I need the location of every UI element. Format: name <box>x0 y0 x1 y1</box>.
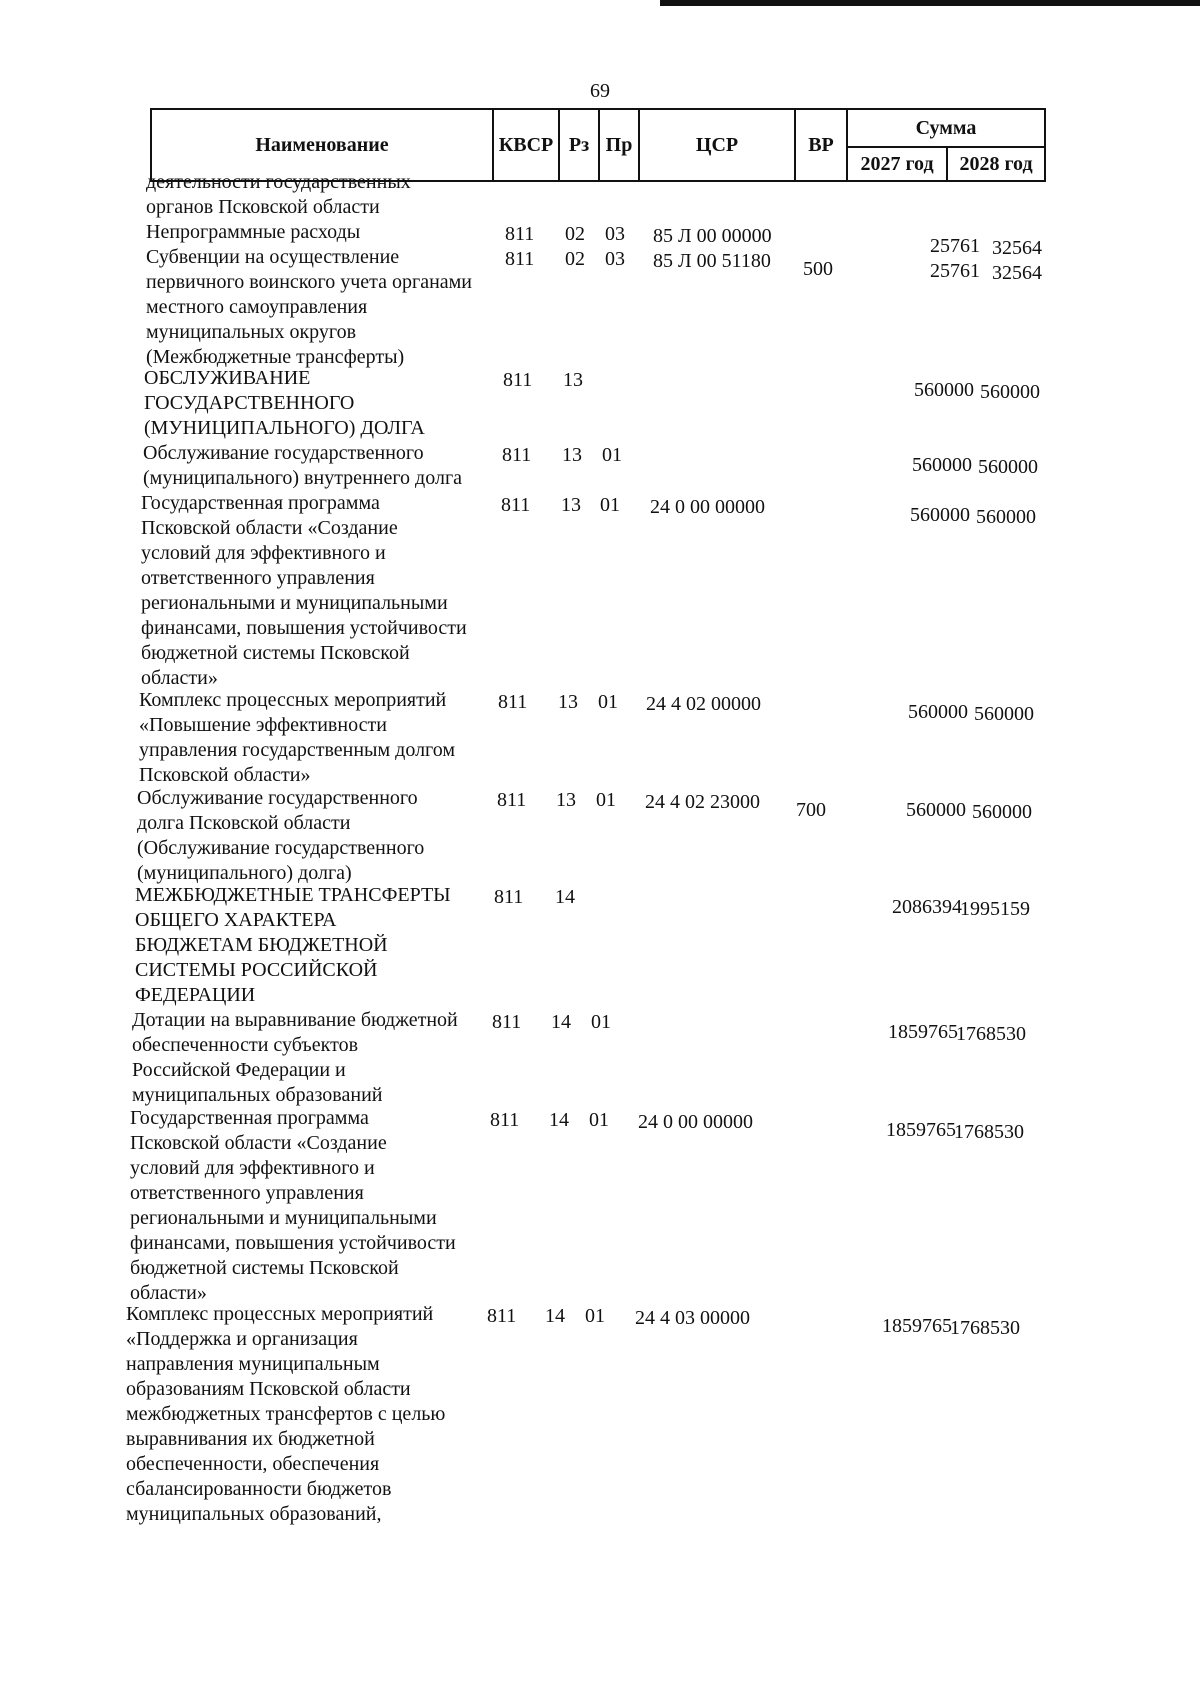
row-sum-2027: 1859765 <box>882 1315 952 1337</box>
row-name-line: ОБСЛУЖИВАНИЕ <box>144 367 311 389</box>
row-rz: 02 <box>565 248 585 270</box>
row-name-line: муниципальных округов <box>146 321 357 343</box>
row-name <box>146 170 496 220</box>
row-name-line: первичного воинского учета органами <box>146 271 473 293</box>
row-name <box>141 491 491 691</box>
row-name <box>143 441 493 491</box>
row-name-line: (МУНИЦИПАЛЬНОГО) ДОЛГА <box>144 417 425 439</box>
row-name-line: Субвенции на осуществление <box>146 246 400 268</box>
row-sum-2028: 560000 <box>978 456 1038 478</box>
row-name-line: муниципальных образований, <box>126 1503 382 1525</box>
row-kvsr: 811 <box>490 1109 520 1131</box>
header-year-2027: 2027 год <box>860 152 934 175</box>
row-rz: 14 <box>551 1011 571 1033</box>
row-name-line: Государственная программа <box>141 492 380 514</box>
row-name-line: финансами, повышения устойчивости <box>130 1232 456 1254</box>
row-name <box>135 883 485 1008</box>
row-sum-2028: 560000 <box>976 506 1036 528</box>
row-rz: 14 <box>555 886 575 908</box>
row-kvsr: 811 <box>502 444 532 466</box>
row-name-line: обеспеченности, обеспечения <box>126 1453 380 1475</box>
row-sum-2027: 560000 <box>912 454 972 476</box>
row-name-line: области» <box>141 667 218 689</box>
row-sum-2027: 2086394 <box>892 896 962 918</box>
row-csr: 24 4 02 00000 <box>646 693 761 715</box>
row-name-line: органов Псковской области <box>146 196 380 218</box>
row-name-line: выравнивания их бюджетной <box>126 1428 375 1450</box>
row-sum-2027: 1859765 <box>888 1021 958 1043</box>
header-name: Наименование <box>255 133 389 156</box>
row-name-line: Псковской области» <box>139 764 311 786</box>
row-kvsr: 811 <box>498 691 528 713</box>
row-kvsr: 811 <box>505 223 535 245</box>
row-name-line: образованиям Псковской области <box>126 1378 411 1400</box>
row-name-line: (муниципального) долга) <box>137 862 352 884</box>
row-pr: 01 <box>602 444 622 466</box>
row-name-line: Комплекс процессных мероприятий <box>126 1303 434 1325</box>
row-sum-2028: 1768530 <box>956 1023 1026 1045</box>
row-name-line: ответственного управления <box>130 1182 364 1204</box>
row-sum-2028: 560000 <box>980 381 1040 403</box>
row-name-line: Обслуживание государственного <box>143 442 424 464</box>
row-kvsr: 811 <box>492 1011 522 1033</box>
row-sum-2028: 32564 <box>992 262 1042 284</box>
row-pr: 01 <box>600 494 620 516</box>
row-name-line: условий для эффективного и <box>130 1157 375 1179</box>
row-rz: 14 <box>545 1305 565 1327</box>
row-pr: 03 <box>605 223 625 245</box>
row-name-line: Псковской области «Создание <box>141 517 398 539</box>
row-name-line: межбюджетных трансфертов с целью <box>126 1403 446 1425</box>
row-name-line: Обслуживание государственного <box>137 787 418 809</box>
row-sum-2027: 1859765 <box>886 1119 956 1141</box>
row-name <box>139 688 489 788</box>
row-name-line: долга Псковской области <box>137 812 351 834</box>
row-sum-2028: 32564 <box>992 237 1042 259</box>
row-pr: 01 <box>598 691 618 713</box>
header-year-2028: 2028 год <box>959 152 1033 175</box>
row-name-line: муниципальных образований <box>132 1084 383 1106</box>
row-name-line: бюджетной системы Псковской <box>130 1257 399 1279</box>
header-kvsr: КВСР <box>498 133 554 156</box>
row-sum-2028: 1768530 <box>954 1121 1024 1143</box>
row-rz: 02 <box>565 223 585 245</box>
row-vr: 700 <box>796 799 826 821</box>
row-pr: 03 <box>605 248 625 270</box>
row-kvsr: 811 <box>505 248 535 270</box>
row-name-line: Дотации на выравнивание бюджетной <box>132 1009 458 1031</box>
row-sum-2027: 560000 <box>914 379 974 401</box>
row-name-line: МЕЖБЮДЖЕТНЫЕ ТРАНСФЕРТЫ <box>135 884 451 906</box>
row-name <box>126 1302 476 1527</box>
row-name-line: обеспеченности субъектов <box>132 1034 359 1056</box>
row-name-line: финансами, повышения устойчивости <box>141 617 467 639</box>
row-name <box>144 366 494 441</box>
row-rz: 14 <box>549 1109 569 1131</box>
row-rz: 13 <box>562 444 582 466</box>
row-name-line: (Обслуживание государственного <box>137 837 425 859</box>
row-kvsr: 811 <box>487 1305 517 1327</box>
row-name-line: (муниципального) внутреннего долга <box>143 467 463 489</box>
row-pr: 01 <box>596 789 616 811</box>
row-name <box>130 1106 480 1306</box>
row-name-line: Псковской области «Создание <box>130 1132 387 1154</box>
row-name-line: региональными и муниципальными <box>141 592 448 614</box>
row-csr: 24 0 00 00000 <box>638 1111 753 1133</box>
row-vr: 500 <box>803 258 833 280</box>
row-name-line: БЮДЖЕТАМ БЮДЖЕТНОЙ <box>135 934 388 956</box>
row-rz: 13 <box>558 691 578 713</box>
row-pr: 01 <box>589 1109 609 1131</box>
row-name-line: «Поддержка и организация <box>126 1328 358 1350</box>
header-vr: ВР <box>808 133 834 156</box>
row-name <box>146 220 496 245</box>
row-name-line: региональными и муниципальными <box>130 1207 437 1229</box>
row-rz: 13 <box>561 494 581 516</box>
row-sum-2028: 1768530 <box>950 1317 1020 1339</box>
row-pr: 01 <box>585 1305 605 1327</box>
row-name-line: Российской Федерации и <box>132 1059 346 1081</box>
row-rz: 13 <box>556 789 576 811</box>
row-name-line: местного самоуправления <box>146 296 368 318</box>
row-kvsr: 811 <box>494 886 524 908</box>
row-kvsr: 811 <box>497 789 527 811</box>
row-csr: 85 Л 00 51180 <box>653 250 771 272</box>
row-name-line: деятельности государственных <box>146 171 411 193</box>
row-csr: 24 4 03 00000 <box>635 1307 750 1329</box>
row-name-line: условий для эффективного и <box>141 542 386 564</box>
row-name-line: (Межбюджетные трансферты) <box>146 346 405 368</box>
row-name-line: ФЕДЕРАЦИИ <box>135 984 256 1006</box>
header-pr: Пр <box>605 133 633 156</box>
row-name-line: управления государственным долгом <box>139 739 456 761</box>
row-sum-2028: 560000 <box>974 703 1034 725</box>
row-name <box>137 786 487 886</box>
header-sum: Сумма <box>915 116 977 139</box>
row-kvsr: 811 <box>503 369 533 391</box>
row-name-line: ответственного управления <box>141 567 375 589</box>
row-name-line: ОБЩЕГО ХАРАКТЕРА <box>135 909 337 931</box>
row-name-line: «Повышение эффективности <box>139 714 387 736</box>
row-name-line: области» <box>130 1282 207 1304</box>
row-sum-2027: 560000 <box>908 701 968 723</box>
row-csr: 24 0 00 00000 <box>650 496 765 518</box>
scan-edge-bar <box>660 0 1200 6</box>
row-sum-2027: 560000 <box>906 799 966 821</box>
row-sum-2027: 25761 <box>930 260 980 282</box>
row-sum-2028: 1995159 <box>960 898 1030 920</box>
row-sum-2028: 560000 <box>972 801 1032 823</box>
row-name-line: направления муниципальным <box>126 1353 380 1375</box>
page-number: 69 <box>590 80 610 102</box>
row-name <box>132 1008 482 1108</box>
row-rz: 13 <box>563 369 583 391</box>
row-pr: 01 <box>591 1011 611 1033</box>
row-name <box>146 245 496 370</box>
row-name-line: Государственная программа <box>130 1107 369 1129</box>
row-name-line: сбалансированности бюджетов <box>126 1478 392 1500</box>
row-sum-2027: 25761 <box>930 235 980 257</box>
row-sum-2027: 560000 <box>910 504 970 526</box>
header-rz: Рз <box>568 133 590 156</box>
row-name-line: ГОСУДАРСТВЕННОГО <box>144 392 355 414</box>
row-csr: 85 Л 00 00000 <box>653 225 772 247</box>
row-name-line: Непрограммные расходы <box>146 221 361 243</box>
header-csr: ЦСР <box>695 133 739 156</box>
row-name-line: Комплекс процессных мероприятий <box>139 689 447 711</box>
row-name-line: бюджетной системы Псковской <box>141 642 410 664</box>
row-csr: 24 4 02 23000 <box>645 791 760 813</box>
row-kvsr: 811 <box>501 494 531 516</box>
row-name-line: СИСТЕМЫ РОССИЙСКОЙ <box>135 959 378 981</box>
